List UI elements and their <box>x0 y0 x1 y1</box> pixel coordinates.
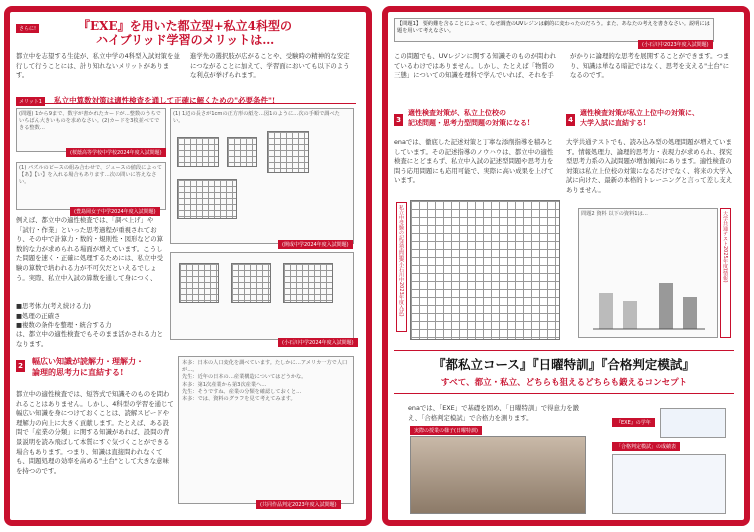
exam-snippet-a: (問題) 1から9まで、数字が書かれたカードが…整数のうちでいちばん大きいものを求めなさい。(2)カードを3枚並べてできる整数… <box>16 108 166 152</box>
banner-subheadline: すべて、都立・私立、どちらも狙えるどちらも鍛えるコンセプト <box>440 378 688 388</box>
sec3-header <box>394 108 558 134</box>
figure-grid-3 <box>267 131 309 173</box>
sec2-title-2: 論理的思考力に直結する! <box>32 367 124 377</box>
chart-bar <box>599 293 613 329</box>
sec3-title-2: 記述問題・思考力型問題の対策になる! <box>408 118 531 127</box>
banner <box>394 350 734 394</box>
sec2-number: 2 <box>16 360 25 372</box>
chart-bar <box>659 283 673 329</box>
sec1-list-item: ■思考体力(考え続ける力) <box>16 302 91 310</box>
sec1-header <box>16 88 356 104</box>
intro-right: 進学先の選択肢が広がることや、受験時の精神的な安定につながることに加えて、学習面においても以下のような利点が挙げられます。 <box>190 52 350 80</box>
exam-text-block: 本多：日本の人口変化を調べています。たしかに…アメリカ一方で人口が…。 先生：近年の日本の…産業構造についてはどうかな。 本多：第1次産業から第3次産業へ… 先生：そうですね、産業の分類を確認しておくと… 本多：では、資料のグラフを見て考えてみます。 <box>178 356 354 504</box>
sec4-number: 4 <box>566 114 575 126</box>
cube-grid-3 <box>283 263 333 303</box>
left-title-block <box>16 18 358 47</box>
vertical-label-a: 私立中受験の記述型問題(小石川中2023年度入試) <box>396 202 407 332</box>
sec1-list-item: ■処理の正確さ <box>16 311 61 320</box>
figure-grid-1 <box>177 137 219 167</box>
sec4-header <box>566 108 734 134</box>
sec4-body: 大学共通テストでも、読み込み型の処理問題が増えています。情報処理力、論理的思考力・表現力が求められ、探究型思考力系の入試問題が増加傾向にあります。適性検査の対策は私立上位校の対策になるだけでなく、将来の大学入試に向けた、最新の本格的トレーニングと言って差し支えありません。 <box>566 138 733 194</box>
title-line1: 『EXE』を用いた都立型+私立4科型の <box>78 19 293 33</box>
top-question-caption: (小石川中2023年度入試問題) <box>638 40 713 49</box>
exe-label: 『EXE』の学年 <box>612 418 655 427</box>
cube-grid-2 <box>231 263 271 303</box>
left-page <box>4 6 372 526</box>
exam-label: 「合格判定模試」の成績表 <box>612 442 680 451</box>
sec4-title-1: 適性検査対策が私立上位中の対策に、 <box>580 108 699 117</box>
photo-caption: 実際の授業の様子(日曜特訓) <box>410 426 482 435</box>
right-intro: この問題でも、UVレジンに関する知識そのものが問われているわけではありません。しかし、たとえば「物質の三態」についての知識を理科で学んでいれば、それを手がかりに論理的な思考を展開することができます。つまり、知識は単なる暗記ではなく、思考を支える"土台"になるのです。 <box>394 52 730 80</box>
caption-d: (小石川中学2024年度入試問題) <box>278 338 358 347</box>
sec1-tag: メリット1 <box>16 97 45 106</box>
chart-bar <box>623 301 637 329</box>
top-question-box <box>394 18 714 42</box>
sec2-body: 都立中の適性検査では、短答式で知識そのものを問われることはありません。しかし、4科型の学習を通じて幅広い知識を身につけておくことは、読解スピードや理解力の向上に大きく貢献します。たとえば、ある設問で「産業の分類」に関する知識があれば、設問の背景説明を読み飛ばして本質にすぐ気づくことができる場合もあります。つまり、知識は直接問われなくても、問題処理の効率を高める"土台"として大きな意味を持つのです。 <box>16 390 174 475</box>
exe-sample-image <box>660 408 726 438</box>
caption-a: (桜蔭高等学校中学校2024年度入試問題) <box>66 148 166 157</box>
exam-figure-cube <box>170 252 354 340</box>
exam-chart-figure: 問題2 資料 以下の資料1は… <box>578 208 718 338</box>
left-page-number: 5 <box>12 513 17 521</box>
sec3-title-1: 適性検査対策が、私立上位校の <box>408 108 506 117</box>
sec2-header <box>16 356 176 386</box>
right-page <box>382 6 750 526</box>
title-line2: ハイブリッド学習のメリットは… <box>96 33 275 47</box>
banner-headline: 『都私立コース』『日曜特訓』『合格判定模試』 <box>433 357 695 372</box>
top-question-text: 【問題1】 要約難を含ることによって、なぜ調査のUVレジンは劇的に変わったのだろう。また、あなたの考えを書きなさい。説明には題を用いて考えなさい。 <box>397 21 710 35</box>
intro-left: 都立中を志望する生徒が、私立中学の4科型入試対策を並行して行うことには、計り知れないメリットがあります。 <box>16 52 180 80</box>
sec3-body: enaでは、徹底した記述対策と丁寧な添削指導を積みとしています。その記述指導のノウハウは、都立中の適性検査にとどまらず、私立中入試の記述型問題や思考力を問う応用問題にも応用可能で、実際に高い成果を上げています。 <box>394 138 554 185</box>
kicker-badge: さらに! <box>16 24 39 33</box>
exam-report-image <box>612 454 726 514</box>
writing-answer-grid <box>410 200 560 340</box>
closing-text: enaでは、「EXE」で基礎を固め、「日曜特訓」で得意力を鍛え、「合格判定模試」で合格力を測ります。 <box>408 404 580 422</box>
chart-bar <box>683 297 697 329</box>
sec1-tail: は、都立中の適性検査でもそのまま活かされる力となります。 <box>16 330 163 348</box>
figure-grid-2 <box>227 137 257 167</box>
sec1-body: 例えば、都立中の適性検査では、「調べ上げ」や「試行・作業」といった思考過程が重視されており、その中で計算力・数的・規則性・図形などの算数的な力が求められる場面が増えています。こうした問題を速く・正確に処理するためには、私立中受験の算数で培われる力が不可欠だといえるでしょう。実際、私立中入試の算数を通して身につく、 <box>16 216 163 282</box>
sec4-title-2: 大学入試に直結する! <box>580 118 647 127</box>
right-page-number: 6 <box>737 513 742 521</box>
sec3-number: 3 <box>394 114 403 126</box>
caption-b: (豊島岡女子中学2024年度入試問題) <box>70 207 160 216</box>
figure-grid-4 <box>177 179 237 219</box>
cube-grid-1 <box>179 263 219 303</box>
sec1-title: 私立中算数対策は適性検査を通して正確に解くための"必要条件"! <box>54 96 276 105</box>
chart-figure-svg <box>589 273 709 333</box>
classroom-photo <box>410 436 586 514</box>
sec1-list <box>16 302 166 331</box>
exam-figure-large: (1) 1辺の長さが1cmの正方形の紙を…図1のように…次の手順で調べたい。 <box>170 108 354 244</box>
exam-snippet-b: (1) パズルのピースの組み合わせで、ジュースの値段によって【あ】【い】を入れる場合もあります…次の問いに答えなさい。 <box>16 162 166 210</box>
caption-sec2: (共同作品判定2023年度入試問題) <box>256 500 341 509</box>
caption-c: (開成中学2024年度入試問題) <box>278 240 353 249</box>
sec2-title-1: 幅広い知識が読解力・理解力・ <box>32 356 144 366</box>
vertical-label-b: 大学共通テスト2025年度(情報) <box>720 208 731 338</box>
sec1-list-item: ■複数の条件を整理・統合する力 <box>16 321 112 330</box>
